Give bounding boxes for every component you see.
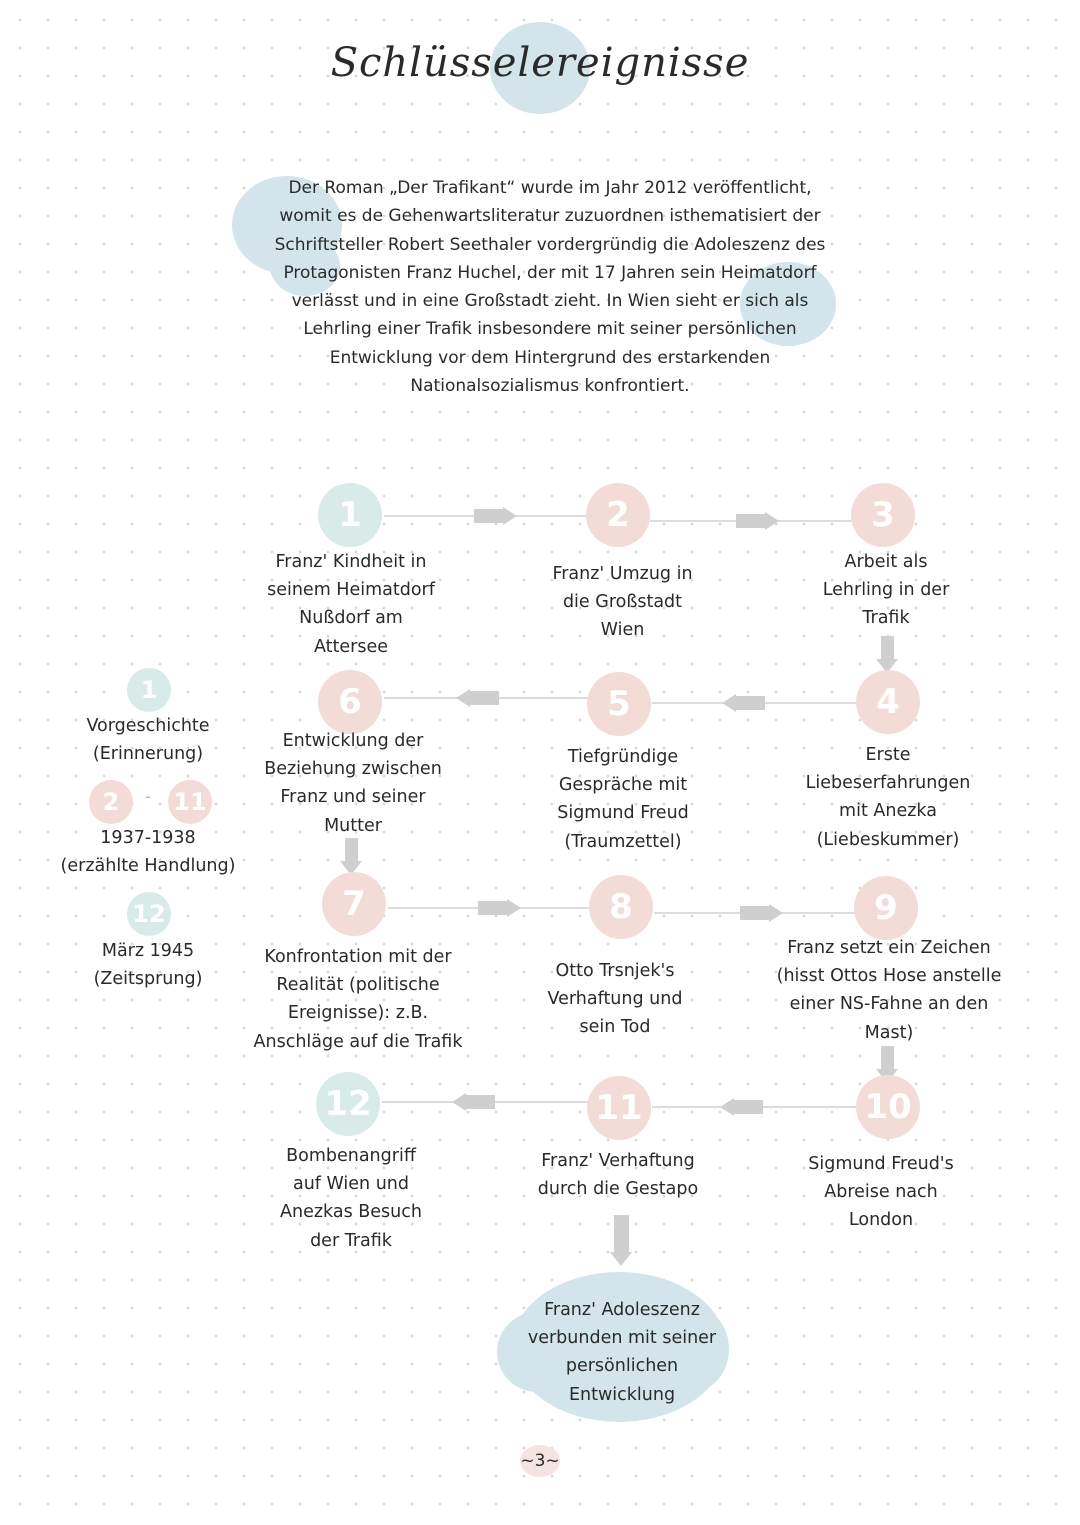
arrow-down-11-conclusion [610, 1252, 632, 1266]
event-circle-9: 9 [854, 876, 918, 940]
legend-item2-line1: 1937-1938 [100, 828, 196, 848]
arrow-right-8-9 [769, 904, 783, 922]
legend-item1-line1: Vorgeschichte [86, 716, 210, 736]
event-label-10: Sigmund Freud's Abreise nach London [808, 1154, 954, 1231]
arrow-shaft-4-5 [735, 696, 765, 710]
arrow-left-4-5 [722, 694, 736, 712]
arrow-shaft-7-8 [478, 901, 508, 915]
page-title: Schlüsselereignisse [330, 40, 750, 86]
arrow-right-1-2 [503, 507, 517, 525]
event-circle-1: 1 [318, 483, 382, 547]
legend-item2-line2: (erzählte Handlung) [60, 856, 236, 876]
event-label-9: Franz setzt ein Zeichen (hisst Ottos Hose anstelle einer NS-Fahne an den Mast) [776, 938, 1002, 1043]
event-label-2: Franz' Umzug in die Großstadt Wien [552, 564, 693, 641]
legend-circle-12: 12 [127, 892, 171, 936]
event-circle-6: 6 [318, 670, 382, 734]
legend-circle-2: 2 [89, 780, 133, 824]
arrow-right-7-8 [507, 899, 521, 917]
event-circle-11: 11 [587, 1076, 651, 1140]
event-label-8: Otto Trsnjek's Verhaftung und sein Tod [547, 961, 683, 1038]
legend-circle-1: 1 [127, 668, 171, 712]
arrow-shaft-2-3 [736, 514, 766, 528]
arrow-left-10-11 [720, 1098, 734, 1116]
event-circle-3: 3 [851, 483, 915, 547]
event-label-3: Arbeit als Lehrling in der Trafik [822, 552, 950, 629]
arrow-shaft-9-10 [881, 1046, 894, 1070]
arrow-shaft-1-2 [474, 509, 504, 523]
legend-item3-line1: März 1945 [101, 941, 195, 961]
arrow-shaft-10-11 [733, 1100, 763, 1114]
event-circle-8: 8 [589, 875, 653, 939]
conclusion-text: Franz' Adoleszenz verbunden mit seiner persönlichen Entwicklung [527, 1300, 717, 1405]
event-label-7: Konfrontation mit der Realität (politische Ereignisse): z.B. Anschläge auf die Trafik [253, 947, 463, 1052]
arrow-left-11-12 [452, 1093, 466, 1111]
event-label-6: Entwicklung der Beziehung zwischen Franz und seiner Mutter [264, 731, 442, 836]
event-label-11: Franz' Verhaftung durch die Gestapo [537, 1151, 699, 1200]
arrow-shaft-11-conclusion [614, 1215, 629, 1253]
legend-item3-line2: (Zeitsprung) [93, 969, 203, 989]
event-circle-7: 7 [322, 872, 386, 936]
legend-circle-11: 11 [168, 780, 212, 824]
event-circle-4: 4 [856, 670, 920, 734]
event-circle-10: 10 [856, 1075, 920, 1139]
arrow-shaft-5-6 [469, 691, 499, 705]
arrow-shaft-8-9 [740, 906, 770, 920]
arrow-shaft-6-7 [345, 838, 358, 862]
intro-paragraph: Der Roman „Der Trafikant“ wurde im Jahr 2012 veröffentlicht, womit es de Gehenwartsliteratur zuzuordnen isthematisiert der Schriftsteller Robert Seethaler vordergründig die Adoleszenz des Protagonisten Franz Huchel, der mit 17 Jahren sein Heimatdorf verlässt und in eine Großstadt zieht. In Wien sieht er sich als Lehrling einer Trafik insbesondere mit seiner persönlichen Entwicklung vor dem Hintergrund des erstarkenden Nationalsozialismus konfrontiert. [274, 178, 826, 397]
event-label-12: Bombenangriff auf Wien und Anezkas Besuch der Trafik [280, 1146, 422, 1251]
event-label-5: Tiefgründige Gespräche mit Sigmund Freud (Traumzettel) [557, 747, 689, 852]
event-label-1: Franz' Kindheit in seinem Heimatdorf Nußdorf am Attersee [267, 552, 435, 657]
legend-item1-line2: (Erinnerung) [92, 744, 204, 764]
page-number: ~3~ [520, 1445, 560, 1477]
event-circle-2: 2 [586, 483, 650, 547]
arrow-right-2-3 [765, 512, 779, 530]
event-circle-12: 12 [316, 1072, 380, 1136]
legend-range-dash: - [144, 786, 152, 807]
arrow-left-5-6 [456, 689, 470, 707]
arrow-shaft-3-4 [881, 636, 894, 660]
event-label-4: Erste Liebeserfahrungen mit Anezka (Liebeskummer) [805, 745, 971, 850]
arrow-shaft-11-12 [465, 1095, 495, 1109]
event-circle-5: 5 [587, 672, 651, 736]
